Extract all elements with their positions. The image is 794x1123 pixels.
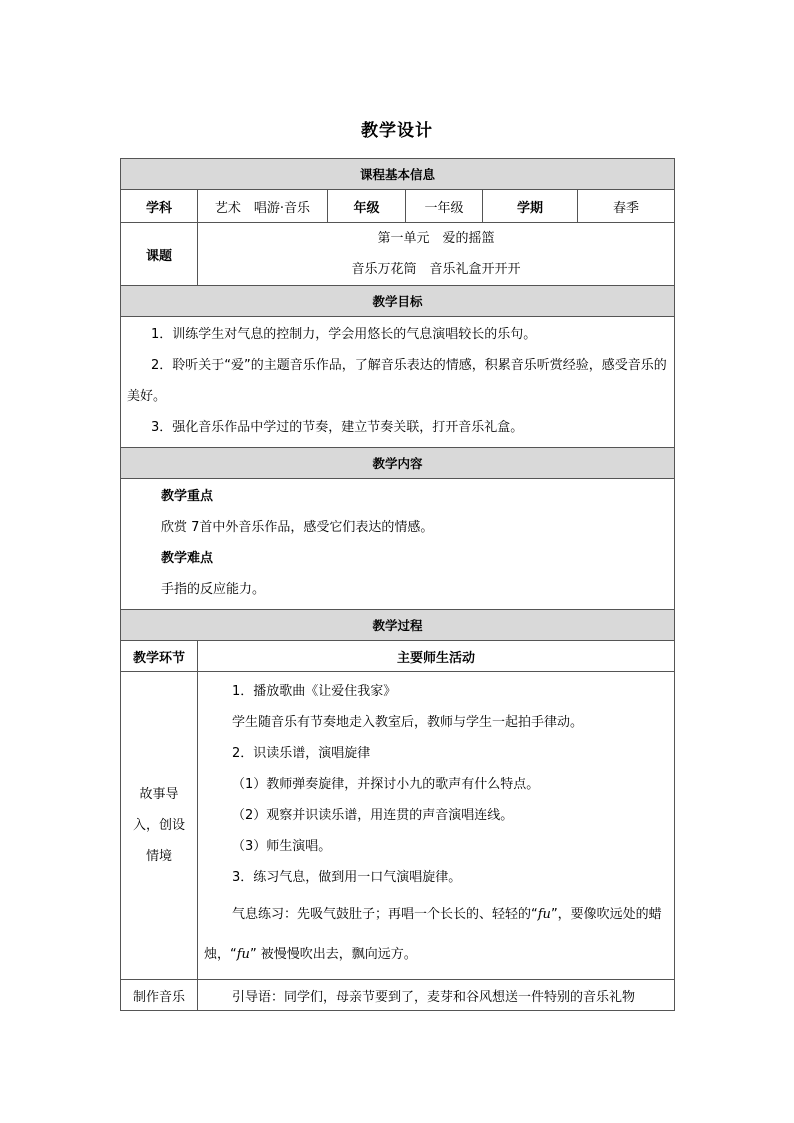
activity-line: 1．播放歌曲《让爱住我家》 <box>232 684 397 699</box>
objectives-body <box>121 317 675 448</box>
stage-1-activities <box>198 672 675 980</box>
term-value: 春季 <box>578 190 675 223</box>
difficulty-label: 教学难点 <box>161 551 214 566</box>
topic-value <box>198 223 675 286</box>
grade-label: 年级 <box>328 190 406 223</box>
activity-line: 2．识读乐谱，演唱旋律 <box>232 746 371 761</box>
content-body <box>121 479 675 610</box>
subject-label: 学科 <box>121 190 198 223</box>
objective-item: 1．训练学生对气息的控制力，学会用悠长的气息演唱较长的乐句。 <box>151 327 537 342</box>
subject-value: 艺术 唱游·音乐 <box>198 190 328 223</box>
breath-text-2: ”，要像吹远处的蜡烛，“ <box>204 907 662 962</box>
objective-item: 2．聆听关于“爱”的主题音乐作品，了解音乐表达的情感，积累音乐听赏经验，感受音乐的美好。 <box>127 358 667 404</box>
topic-line-1: 第一单元 爱的摇篮 <box>377 231 495 246</box>
fu-syllable: fu <box>236 947 250 962</box>
fu-syllable: fu <box>537 907 551 922</box>
term-label: 学期 <box>483 190 578 223</box>
activity-line: 3．练习气息，做到用一口气演唱旋律。 <box>232 870 462 885</box>
process-header: 教学过程 <box>121 610 675 641</box>
breath-text-3: ” 被慢慢吹出去，飘向远方。 <box>249 947 417 962</box>
activity-line: 学生随音乐有节奏地走入教室后，教师与学生一起拍手律动。 <box>232 715 584 730</box>
breath-text-1: 气息练习：先吸气鼓肚子；再唱一个长长的、轻轻的“ <box>232 907 538 922</box>
grade-value: 一年级 <box>406 190 483 223</box>
basic-info-header: 课程基本信息 <box>121 159 675 190</box>
stage-2-activity: 引导语：同学们，母亲节要到了，麦芽和谷风想送一件特别的音乐礼物 <box>198 980 675 1011</box>
document-title: 教学设计 <box>361 121 433 141</box>
stage-1-name <box>121 672 198 980</box>
key-point-text: 欣赏 7首中外音乐作品，感受它们表达的情感。 <box>161 520 434 535</box>
content-header: 教学内容 <box>121 448 675 479</box>
activity-line: （2）观察并识读乐谱，用连贯的声音演唱连线。 <box>232 808 514 823</box>
objective-item: 3．强化音乐作品中学过的节奏，建立节奏关联，打开音乐礼盒。 <box>151 420 524 435</box>
activity-line: （1）教师弹奏旋律，并探讨小九的歌声有什么特点。 <box>232 777 540 792</box>
key-point-label: 教学重点 <box>161 489 214 504</box>
topic-line-2: 音乐万花筒 音乐礼盒开开开 <box>351 262 521 277</box>
stage-1-label: 故事导入，创设情境 <box>132 787 185 864</box>
process-col-stage: 教学环节 <box>121 641 198 672</box>
objectives-header: 教学目标 <box>121 286 675 317</box>
lesson-plan-table <box>120 158 675 1011</box>
breath-exercise <box>204 893 668 975</box>
process-col-activity: 主要师生活动 <box>198 641 675 672</box>
activity-line: （3）师生演唱。 <box>232 839 332 854</box>
difficulty-text: 手指的反应能力。 <box>161 582 266 597</box>
stage-2-name: 制作音乐 <box>121 980 198 1011</box>
topic-label: 课题 <box>121 223 198 286</box>
